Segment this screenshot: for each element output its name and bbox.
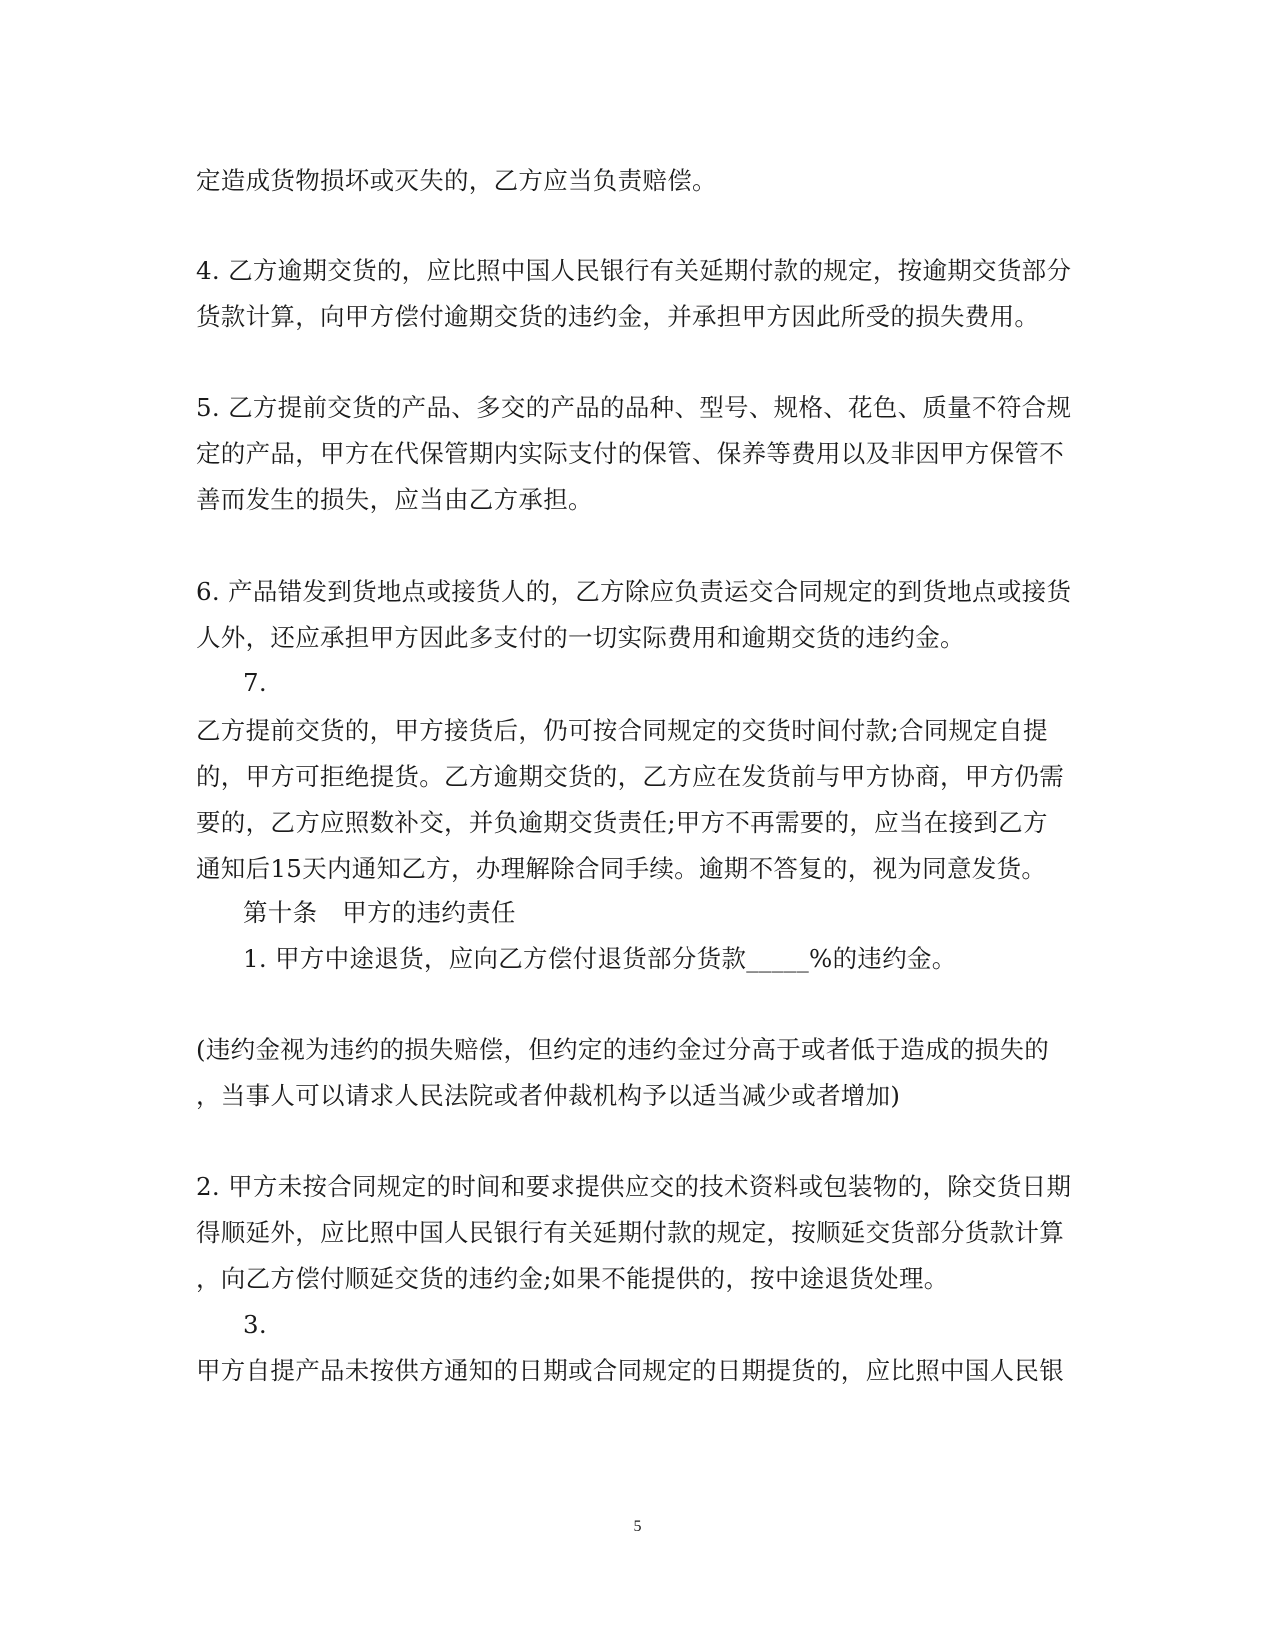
text-line: 乙方提前交货的，甲方接货后，仍可按合同规定的交货时间付款;合同规定自提 — [196, 716, 1048, 745]
text-line: 6. 产品错发到货地点或接货人的，乙方除应负责运交合同规定的到货地点或接货 — [196, 577, 1072, 606]
text-line: 4. 乙方逾期交货的，应比照中国人民银行有关延期付款的规定，按逾期交货部分 — [196, 256, 1072, 285]
text-line: ，向乙方偿付顺延交货的违约金;如果不能提供的，按中途退货处理。 — [196, 1264, 949, 1293]
text-line: 定造成货物损坏或灭失的，乙方应当负责赔偿。 — [196, 166, 717, 195]
page-number: 5 — [633, 1518, 642, 1535]
text-line: 2. 甲方未按合同规定的时间和要求提供应交的技术资料或包装物的，除交货日期 — [196, 1172, 1072, 1201]
text-line: 5. 乙方提前交货的产品、多交的产品的品种、型号、规格、花色、质量不符合规 — [196, 393, 1072, 422]
text-line: 1. 甲方中途退货，应向乙方偿付退货部分货款_____%的违约金。 — [243, 944, 957, 973]
text-line: 人外，还应承担甲方因此多支付的一切实际费用和逾期交货的违约金。 — [196, 623, 965, 652]
text-line: 善而发生的损失，应当由乙方承担。 — [196, 485, 593, 514]
text-line: 的，甲方可拒绝提货。乙方逾期交货的，乙方应在发货前与甲方协商，甲方仍需 — [196, 762, 1064, 791]
text-line: (违约金视为违约的损失赔偿，但约定的违约金过分高于或者低于造成的损失的 — [196, 1035, 1050, 1064]
text-line: 要的，乙方应照数补交，并负逾期交货责任;甲方不再需要的，应当在接到乙方 — [196, 808, 1048, 837]
text-line: 甲方自提产品未按供方通知的日期或合同规定的日期提货的，应比照中国人民银 — [196, 1356, 1064, 1385]
text-line: 定的产品，甲方在代保管期内实际支付的保管、保养等费用以及非因甲方保管不 — [196, 439, 1064, 468]
text-line: ，当事人可以请求人民法院或者仲裁机构予以适当减少或者增加) — [196, 1081, 901, 1110]
text-line: 货款计算，向甲方偿付逾期交货的违约金，并承担甲方因此所受的损失费用。 — [196, 302, 1040, 331]
item-number: 3. — [243, 1310, 267, 1339]
section-heading: 第十条 甲方的违约责任 — [243, 898, 516, 927]
text-line: 得顺延外，应比照中国人民银行有关延期付款的规定，按顺延交货部分货款计算 — [196, 1218, 1064, 1247]
item-number: 7. — [243, 668, 267, 697]
text-line: 通知后15天内通知乙方，办理解除合同手续。逾期不答复的，视为同意发货。 — [196, 854, 1047, 883]
